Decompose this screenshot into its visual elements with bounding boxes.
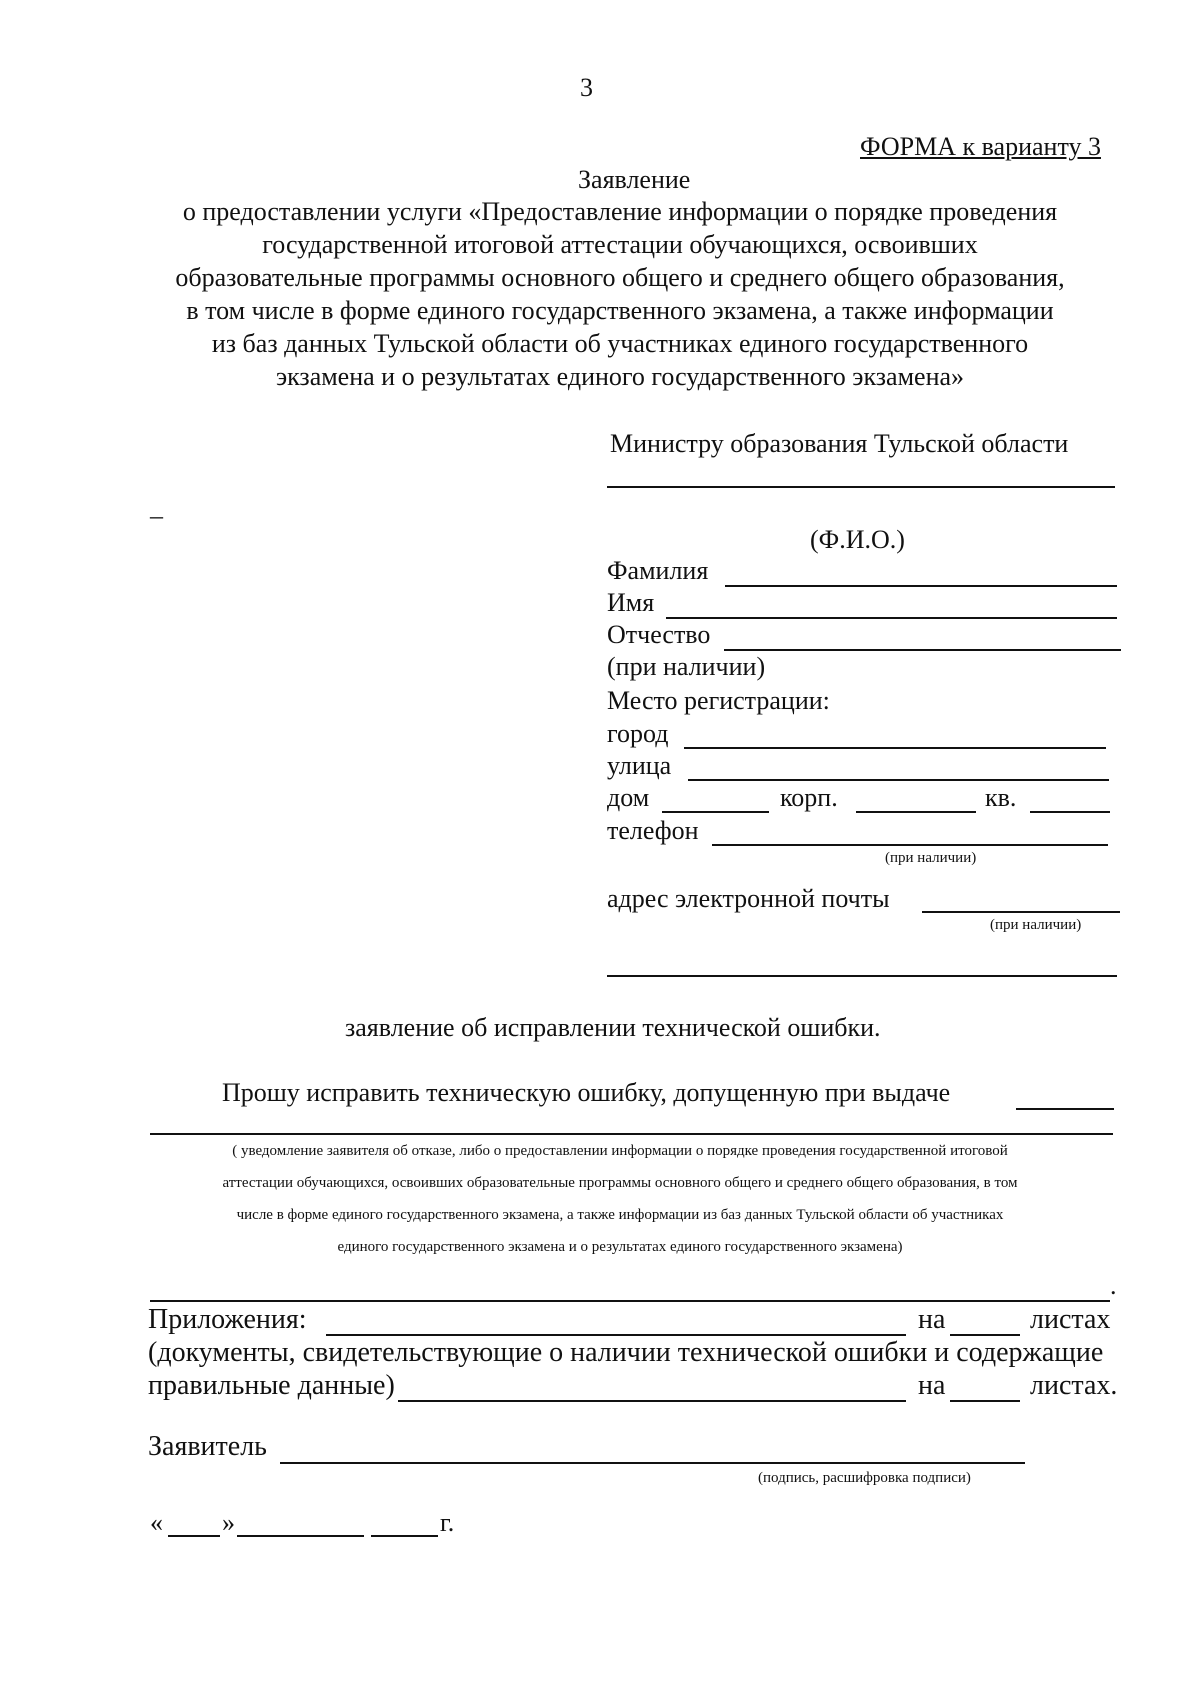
form-label: ФОРМА к варианту 3	[860, 132, 1101, 161]
name-field[interactable]	[666, 617, 1117, 619]
addressee: Министру образования Тульской области	[610, 429, 1069, 458]
street-field[interactable]	[688, 779, 1109, 781]
attachments-correct-data-label: правильные данные)	[148, 1370, 395, 1401]
service-subject	[140, 195, 1100, 393]
registration-label: Место регистрации:	[607, 686, 830, 715]
date-open-quote: «	[150, 1508, 163, 1537]
request-field-end[interactable]	[1016, 1108, 1114, 1110]
subject-line: образовательные программы основного общего и среднего общего образования,	[175, 263, 1065, 292]
side-dash: –	[150, 501, 163, 530]
addressee-blank-line	[607, 486, 1115, 488]
attachments-sheets-field-2[interactable]	[950, 1400, 1020, 1402]
attachments-label: Приложения:	[148, 1304, 307, 1335]
email-label: адрес электронной почты	[607, 884, 890, 913]
applicant-label: Заявитель	[148, 1431, 267, 1462]
request-text: Прошу исправить техническую ошибку, допущенную при выдаче	[222, 1078, 951, 1107]
patronymic-note: (при наличии)	[607, 652, 766, 681]
house-field[interactable]	[662, 811, 769, 813]
applicant-note: (подпись, расшифровка подписи)	[758, 1470, 971, 1486]
extra-blank-line[interactable]	[607, 975, 1117, 977]
patronymic-label: Отчество	[607, 620, 711, 649]
date-month-field[interactable]	[237, 1535, 364, 1537]
apartment-field[interactable]	[1030, 811, 1110, 813]
statement-title: заявление об исправлении технической ошибки.	[345, 1013, 881, 1042]
name-label: Имя	[607, 588, 655, 617]
period: .	[1110, 1271, 1117, 1300]
note-line: ( уведомление заявителя об отказе, либо о предоставлении информации о порядке проведения государственной итоговой	[232, 1143, 1008, 1159]
date-year-field[interactable]	[371, 1535, 438, 1537]
patronymic-field[interactable]	[724, 649, 1121, 651]
continuation-line[interactable]	[150, 1300, 1110, 1302]
date-close-quote: »	[222, 1508, 235, 1537]
date-year-suffix: г.	[440, 1508, 455, 1537]
phone-note: (при наличии)	[885, 850, 977, 866]
subject-line: о предоставлении услуги «Предоставление информации о порядке проведения	[182, 197, 1058, 226]
city-label: город	[607, 719, 669, 748]
note-line: единого государственного экзамена и о результатах единого государственного экзамена)	[337, 1239, 903, 1255]
subject-line: в том числе в форме единого государственного экзамена, а также информации	[186, 296, 1054, 325]
subject-line: государственной итоговой аттестации обучающихся, освоивших	[262, 230, 978, 259]
building-label: корп.	[780, 783, 838, 812]
apartment-label: кв.	[985, 783, 1017, 812]
building-field[interactable]	[856, 811, 976, 813]
phone-label: телефон	[607, 816, 699, 845]
attachments-on: на	[918, 1304, 946, 1335]
email-note: (при наличии)	[990, 917, 1082, 933]
surname-label: Фамилия	[607, 556, 709, 585]
house-label: дом	[607, 783, 650, 812]
subject-line: экзамена и о результатах единого государственного экзамена»	[275, 362, 965, 391]
attachments-sheets-end: листах.	[1030, 1370, 1118, 1401]
email-field[interactable]	[922, 911, 1120, 913]
note-line: числе в форме единого государственного экзамена, а также информации из баз данных Тульской области об участниках	[236, 1207, 1004, 1223]
street-label: улица	[607, 751, 672, 780]
fio-label: (Ф.И.О.)	[810, 525, 905, 554]
attachments-description: (документы, свидетельствующие о наличии технической ошибки и содержащие	[148, 1337, 1104, 1368]
request-field-note	[140, 1135, 1100, 1263]
date-day-field[interactable]	[168, 1535, 220, 1537]
applicant-signature-field[interactable]	[280, 1462, 1025, 1464]
attachments-sheets: листах	[1030, 1304, 1111, 1335]
phone-field[interactable]	[712, 844, 1108, 846]
surname-field[interactable]	[725, 585, 1117, 587]
attachments-correct-data-field[interactable]	[398, 1400, 906, 1402]
city-field[interactable]	[684, 747, 1106, 749]
attachments-on-2: на	[918, 1370, 946, 1401]
note-line: аттестации обучающихся, освоивших образовательные программы основного общего и среднего общего образования, в том	[222, 1175, 1018, 1191]
document-title: Заявление	[578, 165, 691, 194]
page-number: 3	[580, 73, 593, 102]
subject-line: из баз данных Тульской области об участниках единого государственного	[211, 329, 1029, 358]
